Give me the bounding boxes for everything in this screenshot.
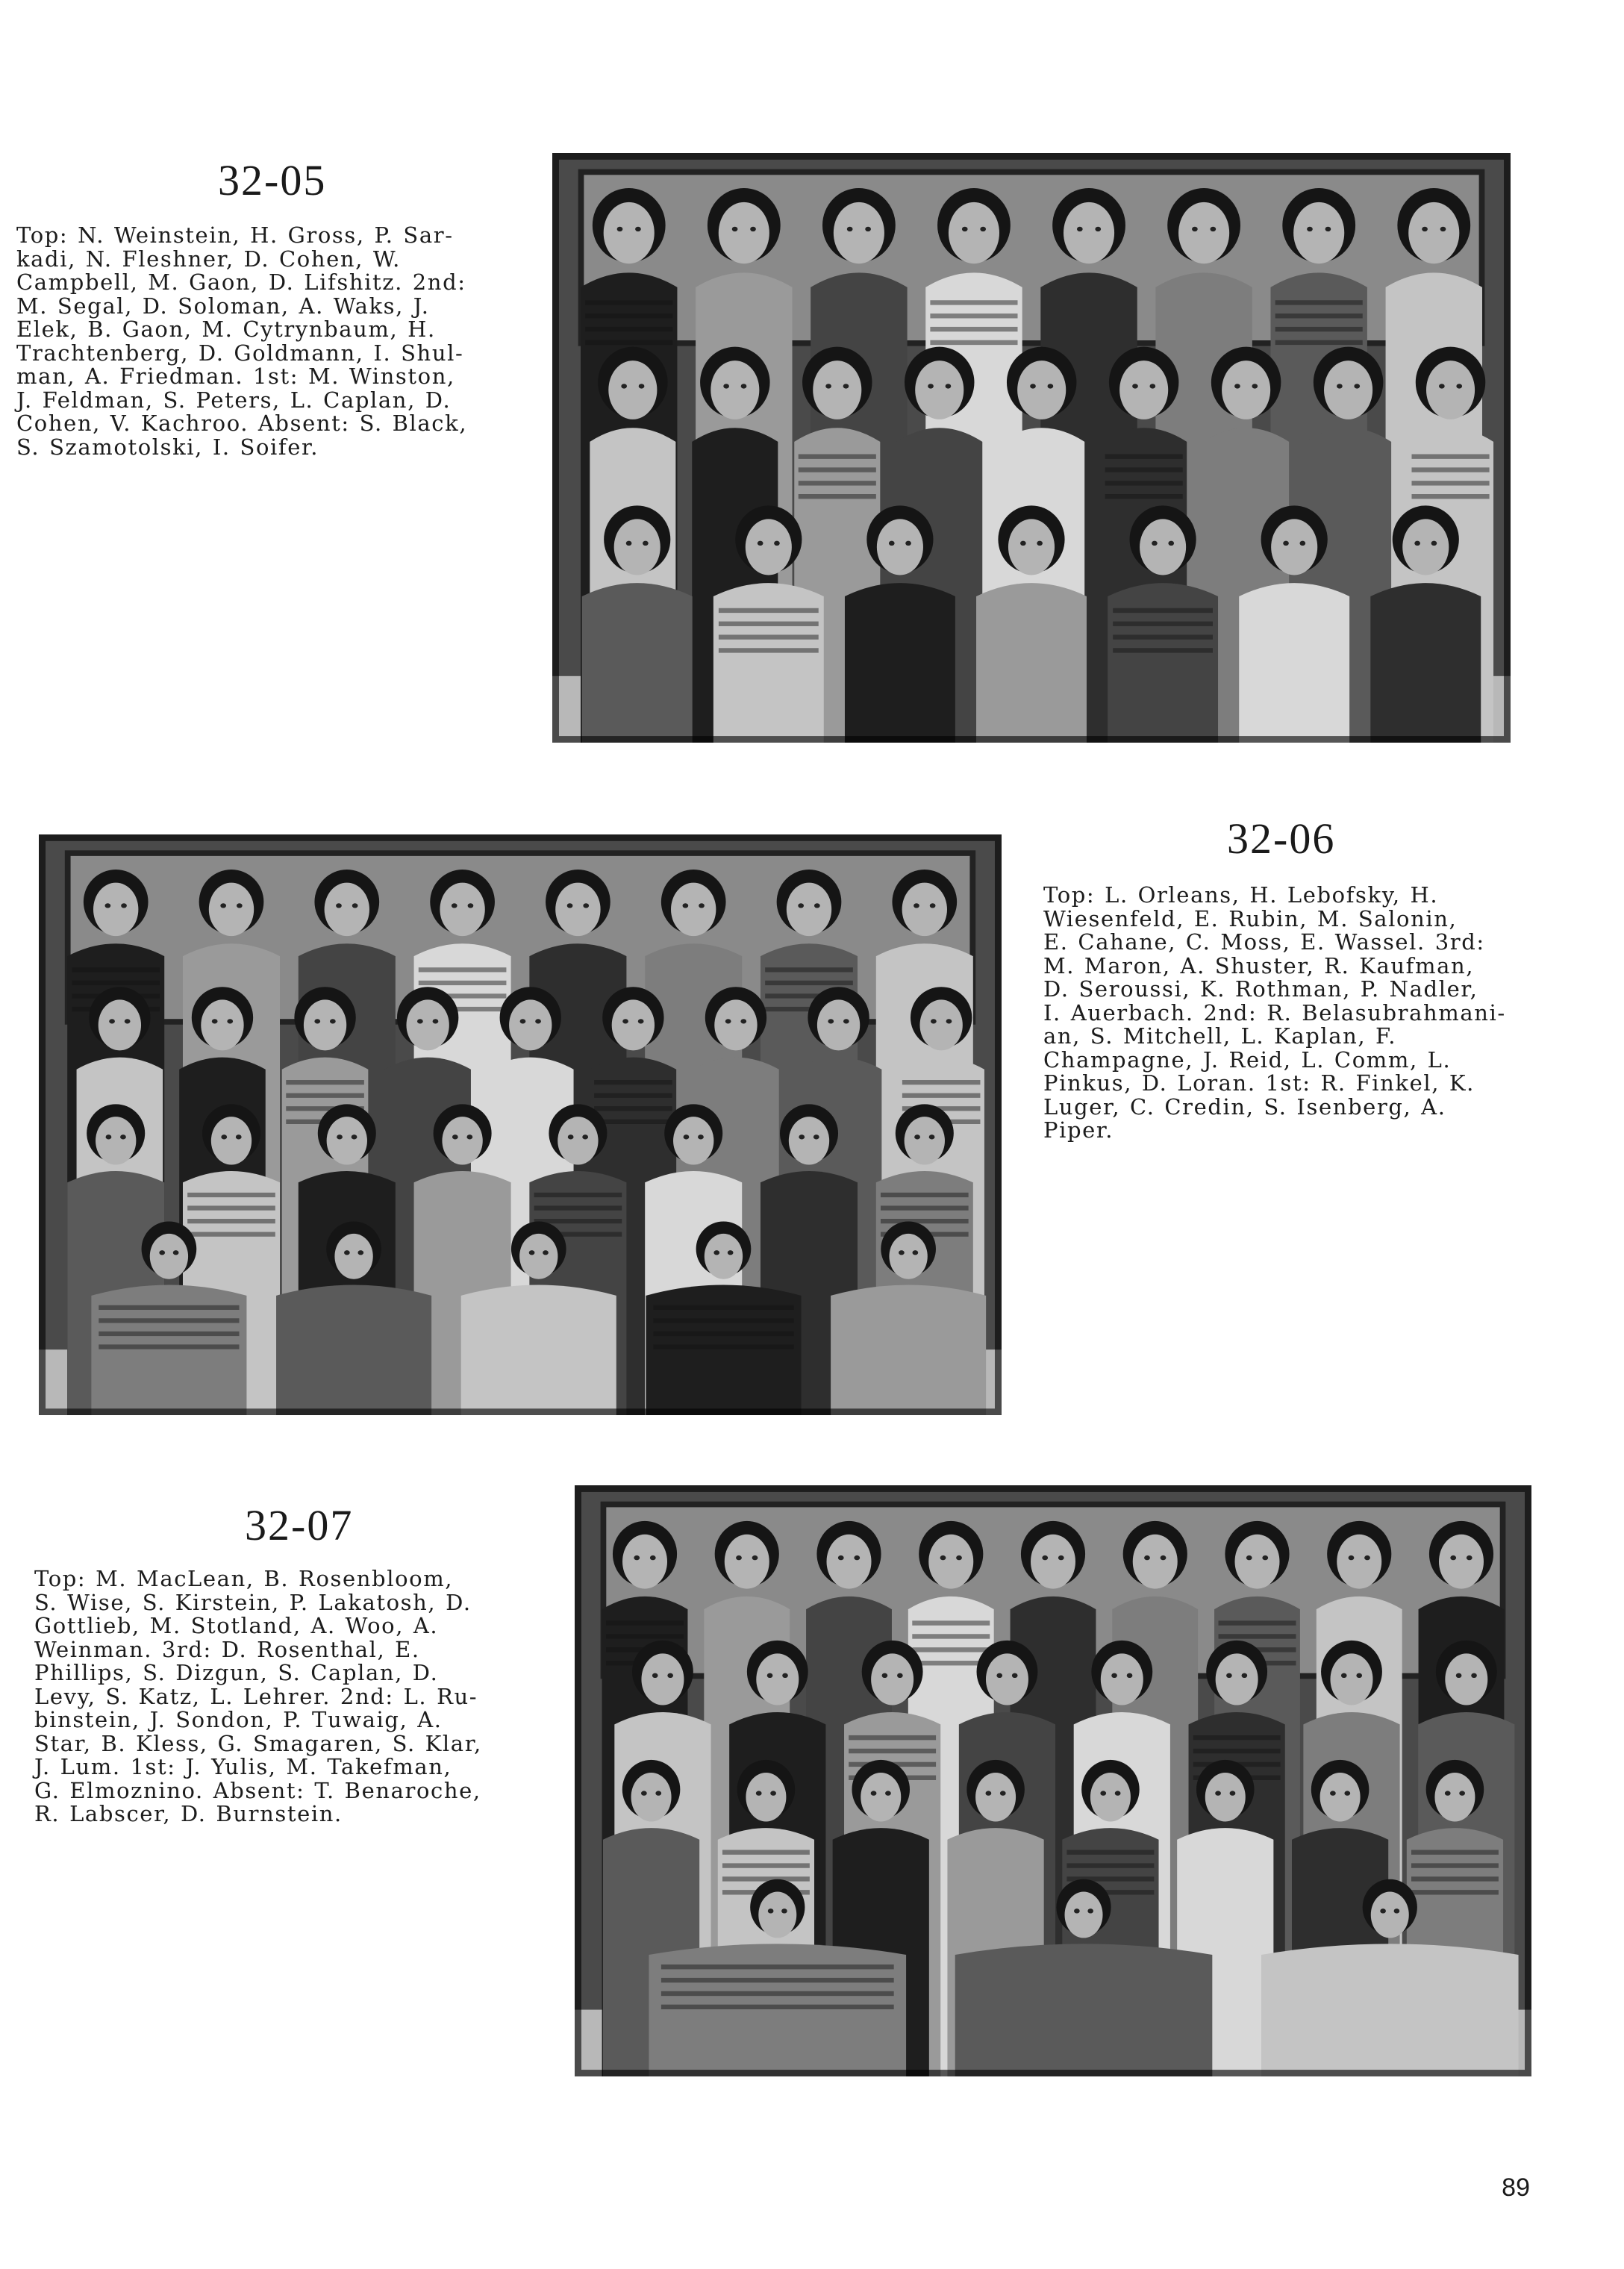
class-photo-32-06 [39, 834, 1002, 1415]
section-title-32-06: 32-06 [1227, 814, 1336, 863]
caption-32-05: Top: N. Weinstein, H. Gross, P. Sar- kadi, N. Fleshner, D. Cohen, W. Campbell, M. Gaon, D. Lifshitz. 2nd: M. Segal, D. Soloman, A. Waks, J. Elek, B. Gaon, M. Cytrynbaum, H. Trachtenberg, D. Goldmann, I. Shul- man, A. Friedman. 1st: M. Winston, J. Feldman, S. Peters, L. Caplan, D. Cohen, V. Kachroo. Absent: S. Black, S. Szamotolski, I. Soifer. [16, 222, 468, 460]
class-photo-32-05 [552, 153, 1511, 743]
page-number: 89 [1502, 2173, 1530, 2202]
caption-32-06: Top: L. Orleans, H. Lebofsky, H. Wiesenfeld, E. Rubin, M. Salonin, E. Cahane, C. Moss, E. Wassel. 3rd: M. Maron, A. Shuster, R. Kaufman, D. Seroussi, K. Rothman, P. Nadler, I. Auerbach. 2nd: R. Belasubrahmani- an, S. Mitchell, L. Kaplan, F. Champagne, J. Reid, L. Comm, L. Pinkus, D. Loran. 1st: R. Finkel, K. Luger, C. Credin, S. Isenberg, A. Piper. [1043, 882, 1506, 1143]
caption-32-07: Top: M. MacLean, B. Rosenbloom, S. Wise, S. Kirstein, P. Lakatosh, D. Gottlieb, M. Stotland, A. Woo, A. Weinman. 3rd: D. Rosenthal, E. Phillips, S. Dizgun, S. Caplan, D. Levy, S. Katz, L. Lehrer. 2nd: L. Ru- binstein, J. Sondon, P. Tuwaig, A. Star, B. Kless, G. Smagaren, S. Klar, J. Lum. 1st: J. Yulis, M. Takefman, G. Elmoznino. Absent: T. Benaroche, R. Labscer, D. Burnstein. [34, 1566, 482, 1826]
class-photo-32-07 [575, 1485, 1531, 2076]
section-title-32-05: 32-05 [218, 156, 327, 205]
section-title-32-07: 32-07 [245, 1501, 354, 1549]
